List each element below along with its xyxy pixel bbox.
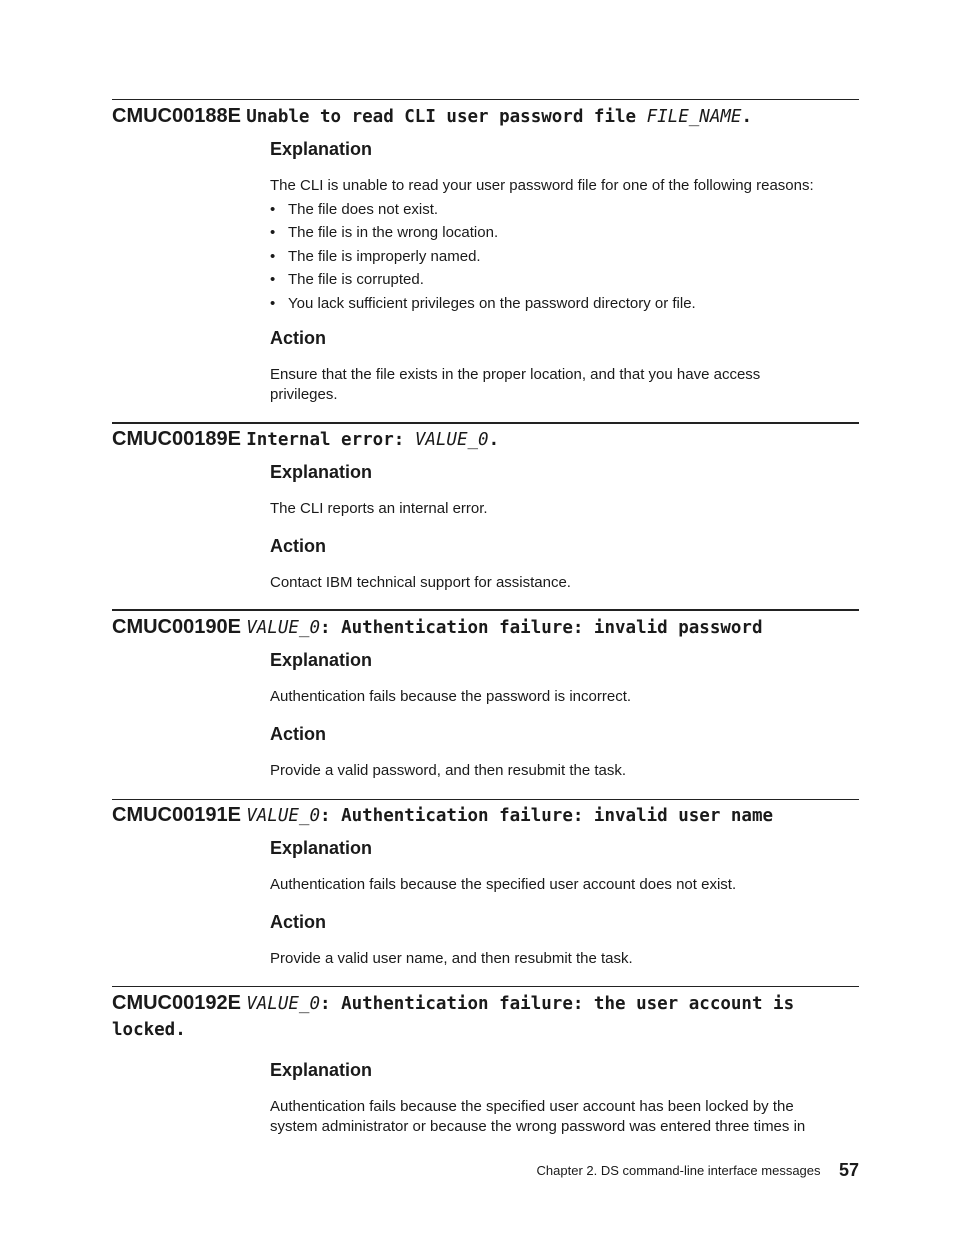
explanation-text: Authentication fails because the specified user account has been locked by the system administrator or because the wrong password was entered three times in [270, 1098, 806, 1135]
message-title [112, 802, 859, 829]
section-divider [112, 986, 859, 987]
explanation-text: The CLI is unable to read your user password file for one of the following reasons: [270, 177, 814, 194]
message-title [112, 103, 859, 130]
action-text: Ensure that the file exists in the proper location, and that you have access privileges. [270, 366, 761, 403]
list-item: • The file does not exist. [270, 200, 439, 218]
message-title [112, 990, 852, 1043]
chapter-title: Chapter 2. DS command-line interface messages [536, 1163, 821, 1178]
page-number: 57 [838, 1160, 859, 1180]
page-footer [0, 1160, 859, 1181]
list-item: • The file is improperly named. [270, 247, 481, 265]
section-divider [112, 799, 859, 800]
message-text: . [741, 107, 752, 127]
explanation-text: Authentication fails because the specified user account does not exist. [270, 876, 737, 893]
section-divider [112, 422, 859, 424]
action-heading: Action [270, 328, 326, 348]
message-text: Unable to read CLI user password file [246, 107, 647, 127]
message-id: CMUC00192E [112, 992, 241, 1014]
action-text: Contact IBM technical support for assistance. [270, 573, 571, 591]
message-cmuc00192e [112, 986, 859, 1136]
action-text: Provide a valid password, and then resubmit the task. [270, 761, 627, 779]
message-id: CMUC00190E [112, 616, 241, 638]
message-variable: VALUE_0 [246, 994, 320, 1014]
reasons-list [270, 198, 859, 316]
message-variable: VALUE_0 [246, 618, 320, 638]
explanation-heading: Explanation [270, 139, 373, 159]
message-id: CMUC00188E [112, 105, 241, 127]
message-variable: FILE_NAME [646, 107, 742, 127]
message-variable: VALUE_0 [246, 806, 320, 826]
message-cmuc00191e [112, 799, 859, 968]
message-title [112, 614, 859, 641]
message-text: : Authentication failure: the user account is locked. [112, 994, 795, 1040]
message-variable: VALUE_0 [414, 430, 489, 450]
action-heading: Action [270, 723, 326, 744]
explanation-text: Authentication fails because the password is incorrect. [270, 688, 632, 705]
explanation-heading: Explanation [270, 462, 373, 482]
message-cmuc00190e [112, 609, 859, 780]
message-id: CMUC00189E [112, 428, 241, 450]
message-text: : Authentication failure: invalid password [320, 618, 763, 638]
message-text: : Authentication failure: invalid user name [320, 806, 774, 826]
message-id: CMUC00191E [112, 804, 241, 826]
message-cmuc00189e [112, 422, 859, 592]
explanation-heading: Explanation [270, 838, 373, 858]
list-item: • The file is corrupted. [270, 271, 424, 288]
list-item: • You lack sufficient privileges on the password directory or file. [270, 294, 696, 312]
message-cmuc00188e [112, 99, 859, 404]
message-title [112, 426, 859, 453]
section-divider [112, 609, 859, 611]
list-item: • The file is in the wrong location. [270, 224, 499, 241]
explanation-text: The CLI reports an internal error. [270, 500, 488, 517]
action-text: Provide a valid user name, and then resubmit the task. [270, 949, 633, 967]
action-heading: Action [270, 535, 326, 556]
message-text: . [488, 430, 500, 450]
action-heading: Action [270, 911, 326, 932]
message-text: Internal error: [246, 430, 415, 450]
explanation-heading: Explanation [270, 650, 373, 670]
explanation-heading: Explanation [270, 1060, 373, 1080]
section-divider [112, 99, 859, 100]
